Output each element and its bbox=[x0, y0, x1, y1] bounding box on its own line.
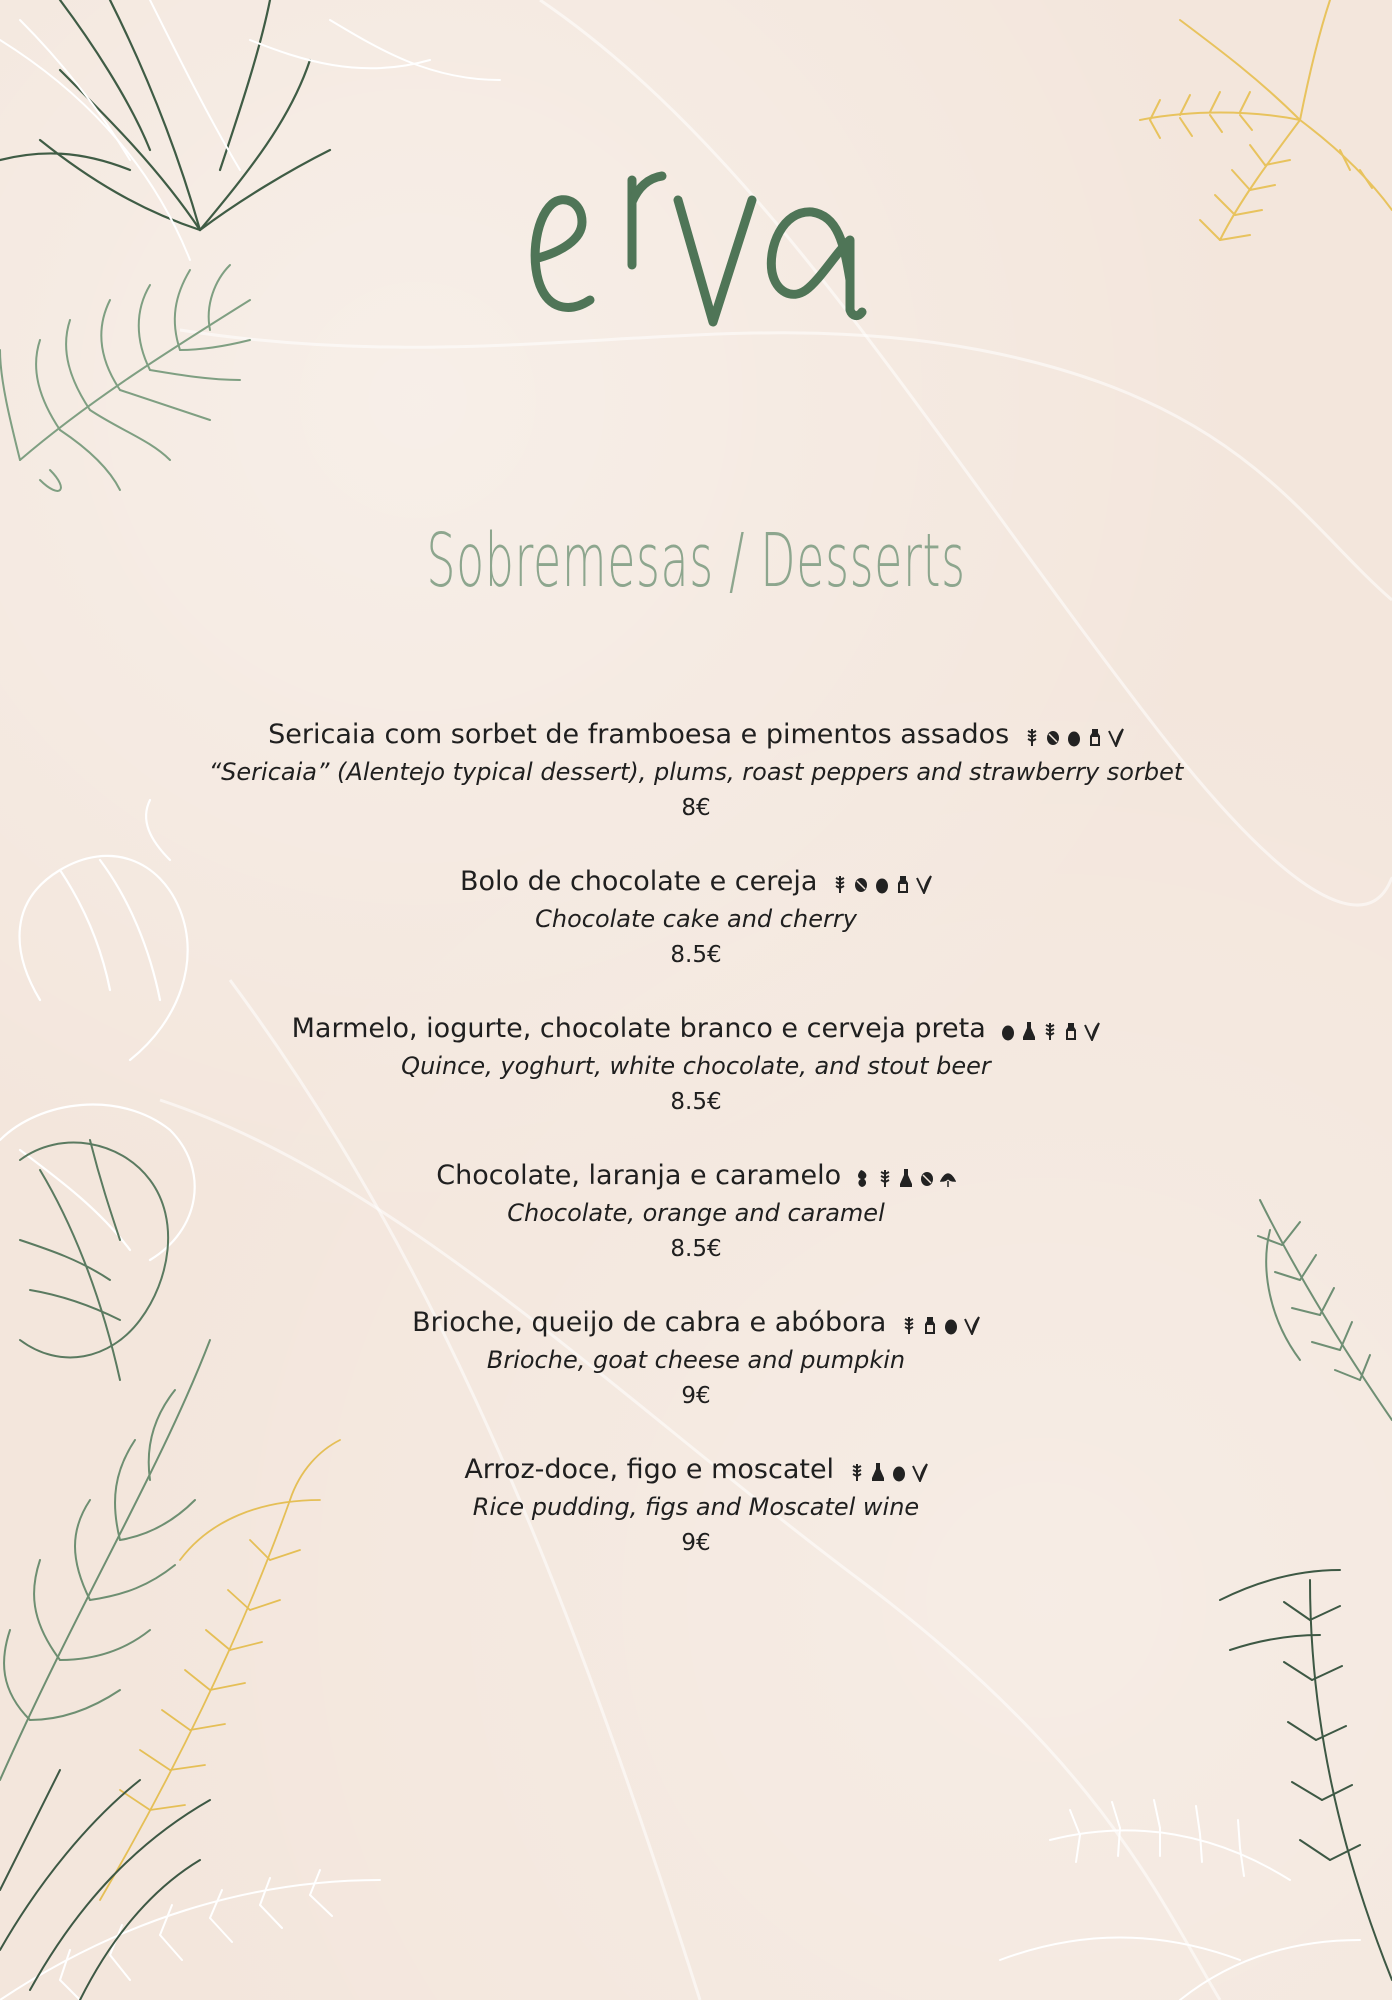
dish-price: 8.5€ bbox=[670, 942, 722, 968]
soy-icon bbox=[856, 1168, 872, 1188]
egg-icon bbox=[943, 1315, 959, 1335]
gluten-icon bbox=[832, 874, 848, 894]
gluten-icon bbox=[901, 1315, 917, 1335]
dish-name: Brioche, queijo de cabra e abóbora bbox=[412, 1307, 887, 1338]
dish-price: 9€ bbox=[681, 1383, 711, 1409]
nuts-icon bbox=[853, 874, 869, 894]
dish-price: 8€ bbox=[681, 795, 711, 821]
nuts-icon bbox=[1045, 727, 1061, 747]
dish-name: Marmelo, iogurte, chocolate branco e cerveja preta bbox=[291, 1013, 986, 1044]
allergen-icons bbox=[856, 1168, 956, 1188]
vegetarian-icon bbox=[1108, 727, 1124, 747]
vegetarian-icon bbox=[916, 874, 932, 894]
dish-name: Bolo de chocolate e cereja bbox=[459, 866, 818, 897]
allergen-icons bbox=[849, 1462, 928, 1482]
egg-icon bbox=[1066, 727, 1082, 747]
milk-icon bbox=[895, 874, 911, 894]
dish-price: 8.5€ bbox=[670, 1089, 722, 1115]
allergen-icons bbox=[901, 1315, 980, 1335]
gluten-icon bbox=[1024, 727, 1040, 747]
milk-icon bbox=[1063, 1021, 1079, 1041]
vegetarian-icon bbox=[1084, 1021, 1100, 1041]
gluten-icon bbox=[877, 1168, 893, 1188]
sulphites-icon bbox=[1021, 1021, 1037, 1041]
egg-icon bbox=[891, 1462, 907, 1482]
dish-description: Brioche, goat cheese and pumpkin bbox=[486, 1346, 906, 1374]
nuts-icon bbox=[919, 1168, 935, 1188]
allergen-icons bbox=[832, 874, 932, 894]
dish-description: Chocolate, orange and caramel bbox=[507, 1199, 885, 1227]
menu-item bbox=[0, 1451, 1392, 1561]
dish-description: Rice pudding, figs and Moscatel wine bbox=[472, 1493, 920, 1521]
vegetarian-icon bbox=[912, 1462, 928, 1482]
section-title: Sobremesas / Desserts bbox=[426, 518, 966, 604]
allergen-icons bbox=[1024, 727, 1124, 747]
menu-item bbox=[0, 1304, 1392, 1414]
gluten-icon bbox=[1042, 1021, 1058, 1041]
egg-icon bbox=[1000, 1021, 1016, 1041]
erva-logo bbox=[520, 140, 880, 340]
sulphites-icon bbox=[870, 1462, 886, 1482]
menu-item bbox=[0, 863, 1392, 973]
milk-icon bbox=[1087, 727, 1103, 747]
menu-item bbox=[0, 716, 1392, 826]
menu-item bbox=[0, 1157, 1392, 1267]
menu-item bbox=[0, 1010, 1392, 1120]
dish-name: Arroz-doce, figo e moscatel bbox=[464, 1454, 835, 1485]
dish-name: Chocolate, laranja e caramelo bbox=[436, 1160, 842, 1191]
gluten-icon bbox=[849, 1462, 865, 1482]
dish-price: 8.5€ bbox=[670, 1236, 722, 1262]
sulphites-icon bbox=[898, 1168, 914, 1188]
dish-description: Quince, yoghurt, white chocolate, and stout beer bbox=[401, 1052, 991, 1080]
egg-icon bbox=[874, 874, 890, 894]
vegan-leaf-icon bbox=[940, 1168, 956, 1188]
dish-name: Sericaia com sorbet de framboesa e pimentos assados bbox=[268, 719, 1010, 750]
vegetarian-icon bbox=[964, 1315, 980, 1335]
allergen-icons bbox=[1000, 1021, 1100, 1041]
dish-description: Chocolate cake and cherry bbox=[535, 905, 857, 933]
milk-icon bbox=[922, 1315, 938, 1335]
dish-description: “Sericaia” (Alentejo typical dessert), plums, roast peppers and strawberry sorbet bbox=[208, 758, 1184, 786]
dish-price: 9€ bbox=[681, 1530, 711, 1556]
